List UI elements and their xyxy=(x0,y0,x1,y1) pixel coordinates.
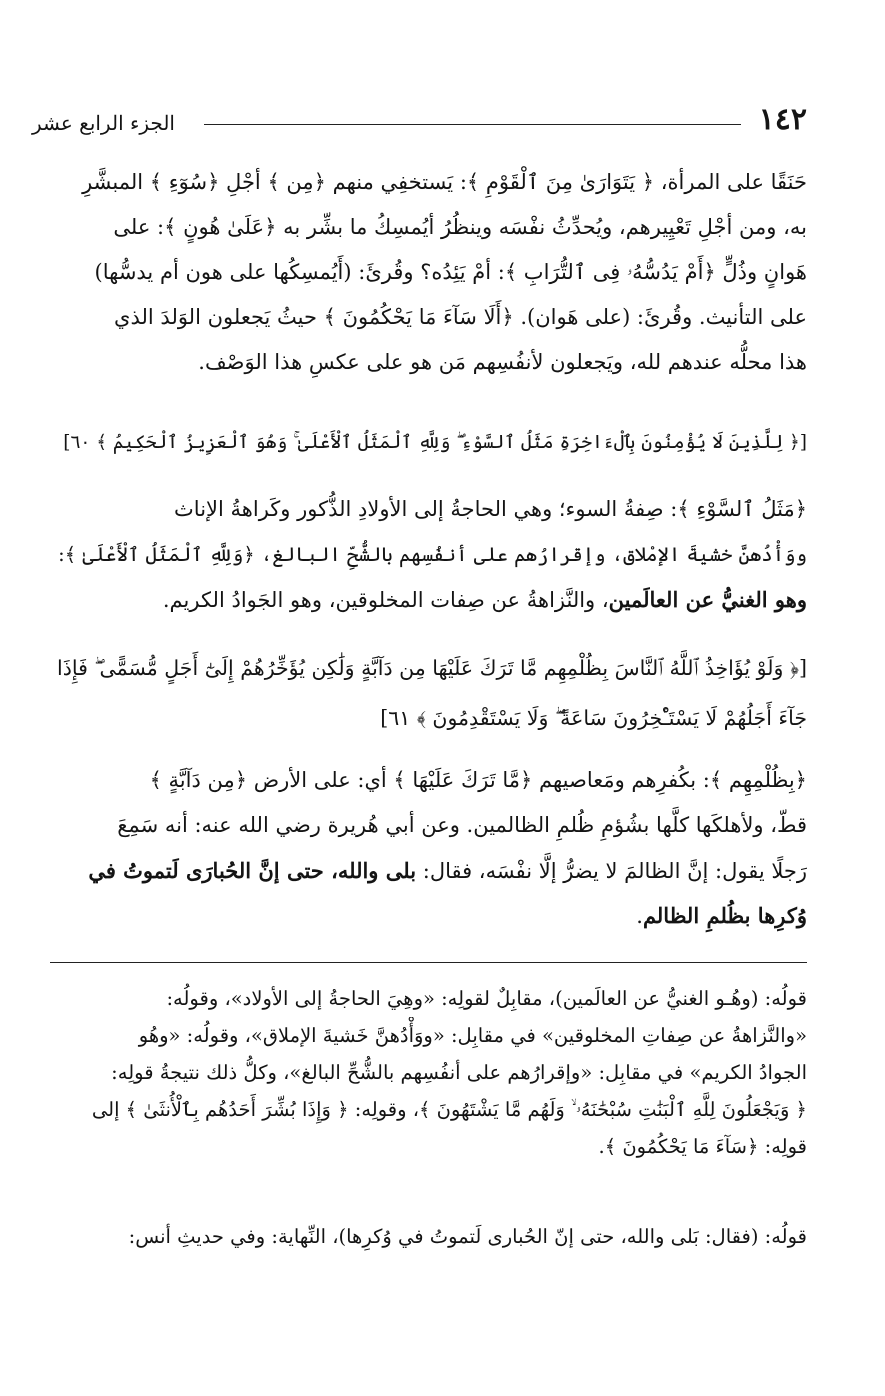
header-rule xyxy=(204,124,741,125)
text-line: به، ومن أجْلِ تَعْيِيرهم، ويُحدِّثُ نفْسَه وينظُرُ أيُمسِكُ ما بشِّر به ﴿عَلَىٰ هُونٍ ﴾: على xyxy=(113,215,807,239)
text-line xyxy=(46,893,807,938)
commentary-paragraph-1 xyxy=(46,160,807,385)
footnote-1 xyxy=(48,980,807,1165)
text-line: حَنَقًا على المرأة، ﴿ يَتَوَارَىٰ مِنَ ٱلْقَوْمِ ﴾: يَستخفِي منهم ﴿مِن ﴾ أجْلِ ﴿سُوٓءِ ﴾ المبشَّرِ xyxy=(82,170,807,194)
bold-phrase: وهو الغنيُّ عن العالَمين xyxy=(608,587,807,612)
footnote-line: الجوادُ الكريم» في مقابِل: «وإقرارُهم على أنفُسِهم بالشُّحِّ البالغ»، وكلُّ ذلك نتيجةُ قولِه: xyxy=(111,1061,807,1084)
footnote-line: قولُه: (وهُـو الغنيُّ عن العالَمين)، مقابِلٌ لقولِه: «وهِيَ الحاجةُ إلى الأولاد»، وقولُه: xyxy=(166,987,807,1010)
commentary-paragraph-2 xyxy=(46,487,807,622)
footnote-line: قولِه: ﴿سَآءَ مَا يَحْكُمُونَ ﴾. xyxy=(598,1135,807,1158)
bold-phrase: بلى والله، حتى إنَّ الحُبارَى لَتموتُ في xyxy=(88,858,417,883)
text-line xyxy=(46,577,807,622)
footnote-line: قولُه: (فقال: بَلى والله، حتى إنّ الحُبارى لَتموتُ في وُكرِها)، النِّهاية: وفي حديثِ أنس: xyxy=(128,1225,807,1248)
text-run: ، والنَّزاهةُ عن صِفات المخلوقين، وهو الجَوادُ الكريم. xyxy=(162,588,609,612)
footnote-2 xyxy=(48,1218,807,1255)
text-line: ﴿بِظُلْمِهِم ﴾: بكُفرِهم ومَعاصيهم ﴿مَّا تَرَكَ عَلَيْهَا ﴾ أي: على الأرض ﴿مِن دَآبَّةٍ ﴾ xyxy=(149,768,807,792)
quran-verse-60 xyxy=(46,418,807,468)
page-number: ١٤٢ xyxy=(758,102,807,137)
text-run: . xyxy=(636,904,643,928)
text-line xyxy=(46,848,807,893)
text-line: هَوانٍ وذُلٍّ ﴿أَمْ يَدُسُّهُۥ فِى ٱلتُّرَابِ ﴾: أمْ يَئِدُه؟ وقُرئَ: (أَيُمسِكُها على هون أم يدسُّها) xyxy=(94,260,807,284)
text-line: ﴿مَثَلُ ٱلسَّوْءِ ﴾: صِفةُ السوء؛ وهي الحاجةُ إلى الأولادِ الذُّكور وكَراهةُ الإناث xyxy=(174,497,807,521)
bold-phrase: وُكرِها بظُلمِ الظالم xyxy=(642,903,807,928)
text-line: قطّ، ولأهلكَها كلَّها بشُؤمِ ظُلمِ الظالمين. وعن أبي هُريرة رضي الله عنه: أنه سَمِعَ xyxy=(117,813,807,837)
commentary-paragraph-3 xyxy=(46,758,807,938)
page-header xyxy=(32,100,807,140)
quran-verse-61 xyxy=(46,643,807,743)
running-title: الجزء الرابع عشر xyxy=(32,111,175,135)
text-run: رَجلًا يقول: إنَّ الظالمَ لا يضرُّ إلَّا نفْسَه، فقال: xyxy=(416,859,807,883)
footnote-line: «والنَّزاهةُ عن صِفاتِ المخلوقين» في مقابِل: «ووَأْدُهنَّ خَشيةَ الإملاق»، وقولُه: «وهُو xyxy=(138,1024,807,1047)
text-line: هذا محلُّه عندهم لله، ويَجعلون لأنفُسِهم مَن هو على عكسِ هذا الوَصْف. xyxy=(198,350,807,374)
verse-line: [﴿ وَلَوْ يُؤَاخِذُ ٱللَّهُ ٱلنَّاسَ بِظُلْمِهِم مَّا تَرَكَ عَلَيْهَا مِن دَآبَّةٍ وَلَٰكِن يُؤَخِّرُهُمْ إِلَىٰٓ أَجَلٍ مُّسَمًّى ۖ فَإِذَا xyxy=(57,656,807,680)
footnote-line: ﴿ وَيَجْعَلُونَ لِلَّهِ ٱلْبَنَٰتِ سُبْحَٰنَهُۥ ۙ وَلَهُم مَّا يَشْتَهُونَ ﴾، وقولِه: ﴿ وَإِذَا بُشِّرَ أَحَدُهُم بِٱلْأُنثَىٰ ﴾ إلى xyxy=(91,1098,807,1121)
text-line: ووَأْدُهنَّ خشيةَ الإمْلاق، وإقرارُهم على أنفُسِهم بالشُّحِّ البالغ، ﴿وَلِلَّهِ ٱلْمَثَلُ ٱلْأَعْلَىٰ ﴾: xyxy=(58,543,807,566)
text-line: على التأنيث. وقُرئَ: (على هَوان). ﴿أَلَا سَآءَ مَا يَحْكُمُونَ ﴾ حيثُ يَجعلون الوَلدَ الذي xyxy=(114,305,807,329)
verse-line: [﴿ لِلَّذِينَ لَا يُؤْمِنُونَ بِٱلْءَاخِرَةِ مَثَلُ ٱلسَّوْءِ ۖ وَلِلَّهِ ٱلْمَثَلُ ٱلْأَعْلَىٰ ۚ وَهُوَ ٱلْعَزِيزُ ٱلْحَكِيمُ ﴾ ٦٠] xyxy=(63,432,807,453)
verse-line: جَآءَ أَجَلُهُمْ لَا يَسْتَـْٔخِرُونَ سَاعَةً ۖ وَلَا يَسْتَقْدِمُونَ ﴾ ٦١] xyxy=(380,706,807,730)
footnote-separator xyxy=(50,962,807,963)
